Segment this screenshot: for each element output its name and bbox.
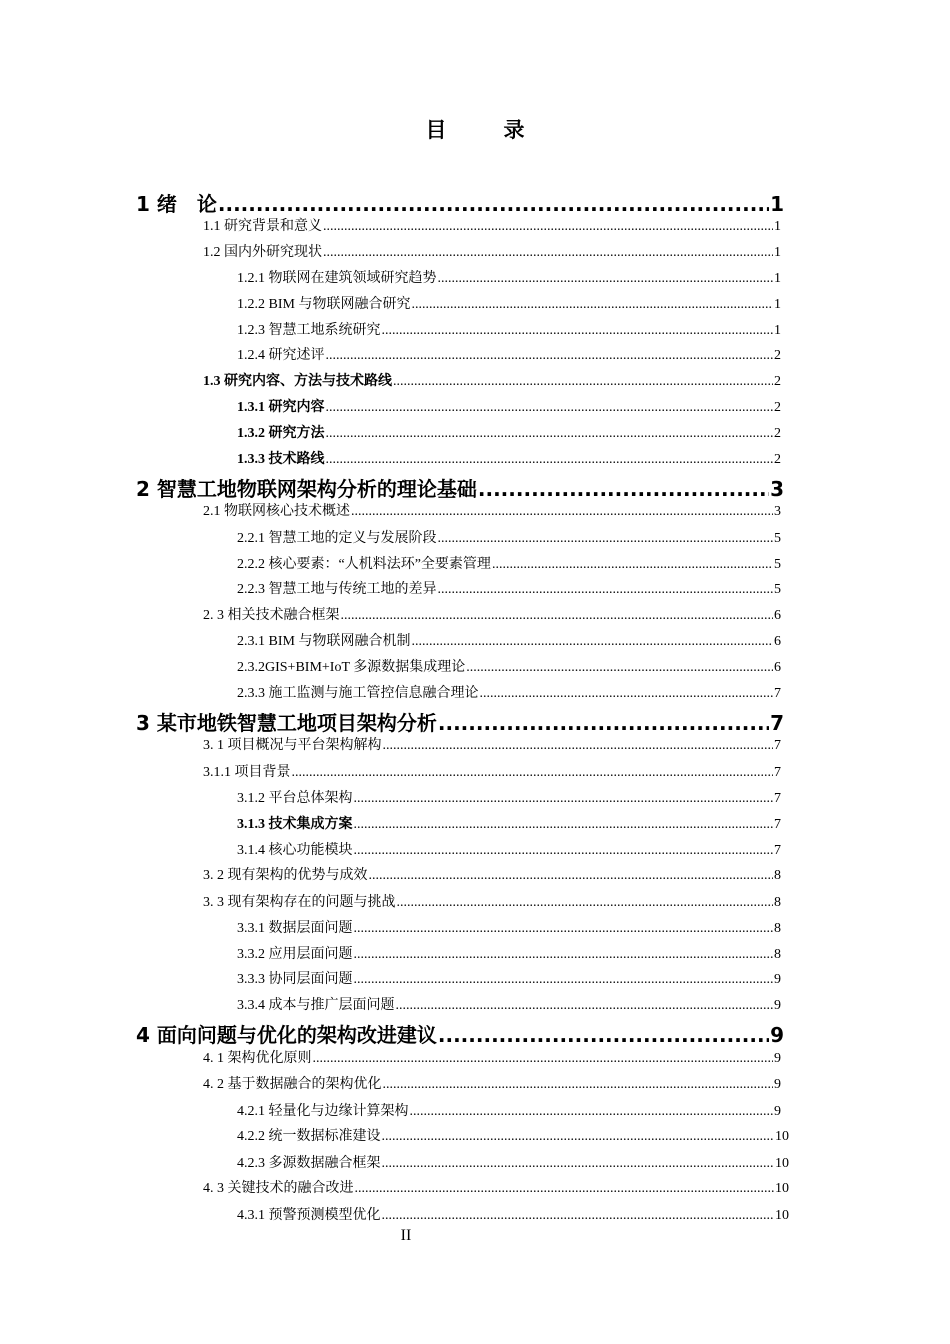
toc-entry-label: 4. 1 架构优化原则 [203, 1051, 312, 1066]
dot-leader [411, 295, 773, 315]
toc-entry-label: 2.3.2GIS+BIM+IoT 多源数据集成理论 [237, 660, 466, 675]
toc-entry-page: 9 [774, 972, 781, 987]
toc-entry-label: 3. 2 现有架构的优势与成效 [203, 868, 368, 883]
toc-entry-label: 1.3.3 技术路线 [237, 452, 325, 467]
dot-leader [323, 243, 773, 263]
dot-leader [354, 919, 774, 939]
toc-entry-page: 3 [774, 504, 781, 519]
dot-leader [355, 1179, 775, 1199]
toc-entry-label: 3.1.2 平台总体架构 [237, 791, 353, 806]
toc-entry-label: 3.3.4 成本与推广层面问题 [237, 998, 395, 1013]
toc-entry-label: 4. 2 基于数据融合的架构优化 [203, 1077, 382, 1092]
toc-entry-page: 5 [774, 582, 781, 597]
dot-leader [438, 269, 774, 289]
toc-entry-subsection[interactable] [237, 346, 781, 366]
toc-entry-page: 2 [774, 452, 781, 467]
toc-entry-subsection[interactable] [237, 1154, 789, 1174]
page-number: II [400, 1227, 412, 1244]
toc-entry-page: 7 [774, 843, 781, 858]
toc-entry-page: 7 [770, 711, 784, 735]
toc-entry-chapter[interactable] [136, 191, 784, 217]
dot-leader [480, 684, 774, 704]
toc-entry-subsection[interactable] [237, 815, 781, 835]
toc-entry-label: 4.2.2 统一数据标准建设 [237, 1129, 381, 1144]
toc-entry-subsection[interactable] [237, 580, 781, 600]
toc-entry-subsection[interactable] [237, 658, 781, 678]
toc-entry-subsection[interactable] [237, 996, 781, 1016]
dot-leader [438, 529, 774, 549]
toc-entry-section[interactable] [203, 893, 781, 913]
dot-leader [354, 970, 774, 990]
dot-leader [292, 763, 774, 783]
toc-entry-label: 1.2.4 研究述评 [237, 348, 325, 363]
toc-entry-label: 4.2.1 轻量化与边缘计算架构 [237, 1104, 409, 1119]
toc-entry-subsection[interactable] [237, 684, 781, 704]
toc-entry-label: 2.2.3 智慧工地与传统工地的差异 [237, 582, 437, 597]
toc-entry-label: 3.3.1 数据层面问题 [237, 921, 353, 936]
toc-entry-page: 5 [774, 531, 781, 546]
toc-entry-page: 1 [774, 271, 781, 286]
toc-entry-subsection[interactable] [237, 398, 781, 418]
toc-entry-chapter[interactable] [136, 1022, 784, 1048]
toc-entry-label: 1 绪 论 [136, 192, 217, 216]
toc-entry-label: 2 智慧工地物联网架构分析的理论基础 [136, 477, 477, 501]
toc-entry-label: 2.1 物联网核心技术概述 [203, 504, 350, 519]
toc-entry-page: 7 [774, 817, 781, 832]
toc-entry-section[interactable] [203, 502, 781, 522]
toc-entry-section[interactable] [203, 243, 781, 263]
toc-entry-page: 3 [770, 477, 784, 501]
toc-entry-page: 7 [774, 791, 781, 806]
dot-leader [410, 1102, 774, 1122]
toc-entry-page: 1 [774, 245, 781, 260]
toc-entry-label: 1.2.3 智慧工地系统研究 [237, 323, 381, 338]
toc-entry-page: 7 [774, 765, 781, 780]
page-title: 目 录 [425, 118, 543, 142]
toc-entry-label: 3 某市地铁智慧工地项目架构分析 [136, 711, 437, 735]
toc-entry-label: 1.1 研究背景和意义 [203, 219, 322, 234]
toc-entry-label: 3.3.3 协同层面问题 [237, 972, 353, 987]
dot-leader [326, 450, 774, 470]
toc-entry-subsection[interactable] [237, 841, 781, 861]
toc-entry-chapter[interactable] [136, 710, 784, 736]
dot-leader [492, 555, 773, 575]
toc-entry-section[interactable] [203, 1075, 781, 1095]
toc-entry-page: 10 [775, 1208, 789, 1223]
toc-entry-page: 10 [775, 1181, 789, 1196]
toc-entry-subsection[interactable] [237, 1206, 789, 1226]
toc-entry-page: 8 [774, 921, 781, 936]
toc-entry-chapter[interactable] [136, 476, 784, 502]
dot-leader [383, 736, 774, 756]
toc-entry-page: 9 [770, 1023, 784, 1047]
toc-entry-label: 2.3.1 BIM 与物联网融合机制 [237, 634, 411, 649]
toc-entry-subsection[interactable] [237, 555, 781, 575]
dot-leader [354, 815, 774, 835]
toc-entry-subsection[interactable] [237, 789, 781, 809]
toc-entry-subsection[interactable] [237, 529, 781, 549]
toc-entry-page: 1 [774, 219, 781, 234]
toc-entry-label: 4 面向问题与优化的架构改进建议 [136, 1023, 437, 1047]
toc-entry-subsection[interactable] [237, 1102, 781, 1122]
toc-entry-subsection[interactable] [237, 424, 781, 444]
toc-entry-label: 3.1.1 项目背景 [203, 765, 291, 780]
toc-entry-page: 9 [774, 1104, 781, 1119]
dot-leader [326, 346, 774, 366]
toc-entry-page: 1 [774, 323, 781, 338]
toc-entry-page: 6 [774, 634, 781, 649]
toc-entry-subsection[interactable] [237, 321, 781, 341]
toc-entry-label: 1.2.1 物联网在建筑领域研究趋势 [237, 271, 437, 286]
dot-leader [466, 658, 773, 678]
toc-entry-section[interactable] [203, 372, 781, 392]
toc-entry-page: 2 [774, 374, 781, 389]
toc-entry-page: 10 [775, 1156, 789, 1171]
dot-leader [438, 710, 769, 736]
toc-entry-label: 3.1.4 核心功能模块 [237, 843, 353, 858]
toc-entry-page: 2 [774, 348, 781, 363]
toc-entry-label: 4.3.1 预警预测模型优化 [237, 1208, 381, 1223]
dot-leader [411, 632, 773, 652]
toc-entry-page: 1 [770, 192, 784, 216]
dot-leader [218, 191, 769, 217]
dot-leader [382, 1206, 775, 1226]
toc-entry-page: 7 [774, 738, 781, 753]
dot-leader [478, 476, 769, 502]
dot-leader [351, 502, 773, 522]
dot-leader [369, 866, 774, 886]
toc-entry-page: 6 [774, 608, 781, 623]
toc-entry-page: 8 [774, 895, 781, 910]
toc-entry-section[interactable] [203, 736, 781, 756]
toc-entry-page: 5 [774, 557, 781, 572]
toc-entry-label: 3. 3 现有架构存在的问题与挑战 [203, 895, 396, 910]
toc-entry-label: 1.3 研究内容、方法与技术路线 [203, 374, 392, 389]
toc-entry-page: 7 [774, 686, 781, 701]
dot-leader [393, 372, 773, 392]
toc-entry-page: 2 [774, 426, 781, 441]
toc-entry-page: 2 [774, 400, 781, 415]
toc-entry-page: 8 [774, 947, 781, 962]
dot-leader [326, 398, 774, 418]
toc-entry-section[interactable] [203, 217, 781, 237]
dot-leader [382, 1154, 775, 1174]
toc-entry-label: 4.2.3 多源数据融合框架 [237, 1156, 381, 1171]
dot-leader [382, 1127, 775, 1147]
toc-entry-page: 9 [774, 1077, 781, 1092]
toc-entry-page: 8 [774, 868, 781, 883]
dot-leader [382, 321, 774, 341]
dot-leader [326, 424, 774, 444]
toc-entry-label: 2.2.2 核心要素：“人机料法环”全要素管理 [237, 557, 491, 572]
dot-leader [354, 945, 774, 965]
toc-entry-page: 9 [774, 998, 781, 1013]
toc-entry-subsection[interactable] [237, 945, 781, 965]
toc-entry-label: 3.3.2 应用层面问题 [237, 947, 353, 962]
toc-entry-page: 6 [774, 660, 781, 675]
dot-leader [438, 580, 774, 600]
toc-entry-page: 9 [774, 1051, 781, 1066]
toc-entry-subsection[interactable] [237, 919, 781, 939]
toc-entry-label: 4. 3 关键技术的融合改进 [203, 1181, 354, 1196]
toc-entry-page: 1 [774, 297, 781, 312]
dot-leader [383, 1075, 774, 1095]
toc-entry-subsection[interactable] [237, 269, 781, 289]
toc-entry-section[interactable] [203, 1179, 789, 1199]
toc-entry-page: 10 [775, 1129, 789, 1144]
dot-leader [397, 893, 774, 913]
toc-entry-section[interactable] [203, 606, 781, 626]
toc-entry-label: 2. 3 相关技术融合框架 [203, 608, 340, 623]
toc-entry-subsection[interactable] [237, 632, 781, 652]
toc-entry-subsection[interactable] [237, 295, 781, 315]
toc-entry-label: 1.3.1 研究内容 [237, 400, 325, 415]
toc-entry-subsection[interactable] [237, 970, 781, 990]
toc-entry-subsection[interactable] [237, 1127, 789, 1147]
dot-leader [438, 1022, 769, 1048]
toc-entry-label: 1.3.2 研究方法 [237, 426, 325, 441]
dot-leader [354, 841, 774, 861]
toc-entry-section[interactable] [203, 866, 781, 886]
toc-entry-label: 3. 1 项目概况与平台架构解构 [203, 738, 382, 753]
toc-entry-label: 1.2.2 BIM 与物联网融合研究 [237, 297, 411, 312]
toc-entry-label: 2.2.1 智慧工地的定义与发展阶段 [237, 531, 437, 546]
dot-leader [396, 996, 774, 1016]
toc-entry-label: 2.3.3 施工监测与施工管控信息融合理论 [237, 686, 479, 701]
toc-entry-section[interactable] [203, 1049, 781, 1069]
toc-entry-subsection[interactable] [237, 450, 781, 470]
dot-leader [341, 606, 774, 626]
dot-leader [313, 1049, 774, 1069]
toc-entry-label: 3.1.3 技术集成方案 [237, 817, 353, 832]
toc-entry-label: 1.2 国内外研究现状 [203, 245, 322, 260]
toc-entry-section[interactable] [203, 763, 781, 783]
dot-leader [323, 217, 773, 237]
dot-leader [354, 789, 774, 809]
